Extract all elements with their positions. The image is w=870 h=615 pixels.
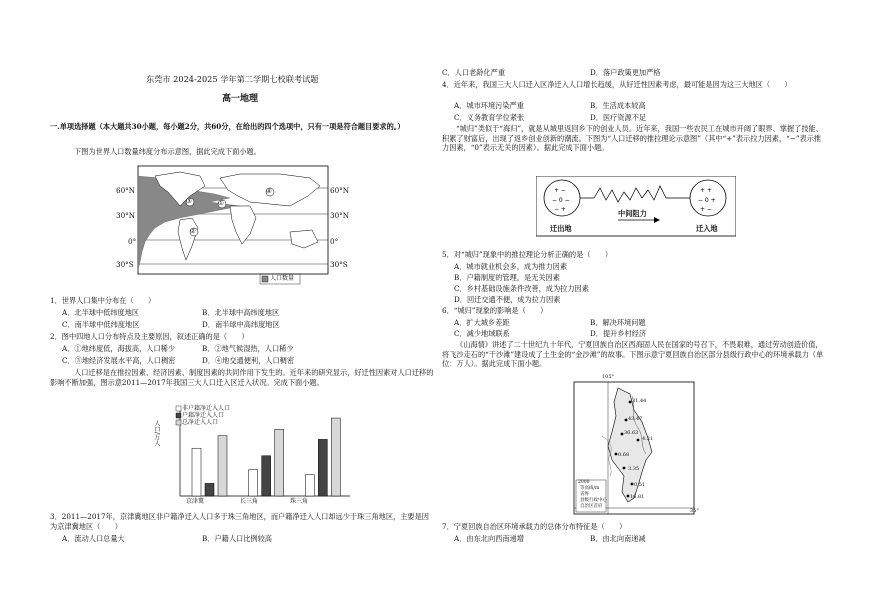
q5-stem: 5．对“城归”现象中的推拉理论分析正确的是（ ）	[442, 250, 613, 259]
map2-value-2: 43.47	[628, 416, 643, 422]
bar-1-series-1	[192, 448, 201, 496]
bar-1-series-3	[218, 436, 227, 496]
map2-elev-label: 2000	[578, 480, 590, 485]
q3-option-d[interactable]: D．落户政策更加严格	[590, 68, 661, 77]
q3-option-b[interactable]: B．户籍人口比例较高	[202, 534, 272, 543]
q1-stem: 1．世界人口集中分布在（ ）	[50, 296, 156, 305]
subject-title: 高一地理	[222, 94, 259, 104]
bar-2-series-2	[262, 456, 271, 496]
q1-option-d[interactable]: D．南半球中高纬度地区	[202, 320, 280, 329]
q2-option-c[interactable]: C．③地经济发展水平高，人口稠密	[62, 356, 176, 365]
chart1-cat-3: 珠三角	[290, 498, 309, 505]
chart1-legend-3: 总净迁入人口	[182, 419, 219, 426]
passage-chenggui: “城归”类似于“海归”，就是从城里返回乡下的创业人员。近年来，我国一些农民工在城市开阔了眼界、掌握了技能、积累了财富后，出现了返乡创业创新的潮流。下图为“人口迁移的推拉理论示意图”（其中“+”表示拉力因素，“−”表示推力因素，“0”表示无关的因素）。据此完成下面小题。	[442, 124, 823, 152]
svg-text:+ −: + −	[554, 187, 566, 194]
q5-option-a[interactable]: A．城市就业机会多，成为推力因素	[454, 262, 568, 271]
chart1-cat-1: 京津冀	[186, 498, 205, 505]
map1-marker-2: ②	[190, 227, 196, 235]
legend-swatch-3	[176, 420, 181, 425]
map2-value-7: 0.51	[634, 482, 646, 488]
chart1-legend-2: 户籍净迁入人口	[182, 412, 225, 419]
map2-value-3: 36.63	[624, 430, 639, 436]
svg-text:+ −: + −	[700, 206, 712, 213]
bar-3-series-3	[331, 418, 340, 496]
exam-title: 东莞市 2024-2025 学年第二学期七校联考试题	[146, 74, 319, 84]
map2-legend-border: 省界	[580, 492, 589, 497]
q4-option-b[interactable]: B．生活成本较高	[590, 101, 646, 110]
q3-option-a[interactable]: A．流动人口总量大	[62, 534, 125, 543]
map1-lat-right-30s: 30°S	[330, 260, 348, 269]
map1-lat-left-0: 0°	[128, 237, 137, 246]
q1-option-b[interactable]: B．北半球中高纬度地区	[202, 308, 280, 317]
passage-shanhaiqing: 《山海情》讲述了二十世纪九十年代，宁夏回族自治区西海固人民在国家的号召下，不畏艰难，通过劳动创造价值，将飞沙走石的“干沙滩”建设成了土生金的“金沙滩”的故事。下图示意宁夏回族自治区部分县级行政中心的环境承载力（单位：万人）。据此完成下面小题。	[442, 340, 824, 368]
q6-option-d[interactable]: D．提升乡村经济	[590, 329, 647, 338]
chart1-cat-2: 长三角	[240, 498, 259, 505]
svg-text:− +: − +	[554, 206, 566, 213]
q6-option-c[interactable]: C．减少地域联系	[454, 329, 510, 338]
q2-option-a[interactable]: A．①地纬度低，海拔高，人口稀少	[62, 344, 176, 353]
svg-text:− 0 −: − 0 −	[552, 197, 570, 204]
map2-value-1: 31.44	[632, 398, 647, 404]
map2-value-5: 0.68	[618, 452, 630, 458]
map1-marker-3: ③	[186, 197, 192, 205]
q6-option-b[interactable]: B．解决环境问题	[590, 318, 646, 327]
map1-lat-left-60n: 60°N	[116, 186, 136, 195]
map1-marker-1: ①	[218, 199, 224, 207]
q2-stem: 2．图中四地人口分布特点及主要原因，叙述正确的是（ ）	[50, 332, 249, 341]
map1-lat-right-30n: 30°N	[330, 211, 350, 220]
map1-lat-left-30n: 30°N	[116, 211, 136, 220]
bar-2-series-1	[249, 470, 258, 496]
q7-option-b[interactable]: B．由北向南递减	[590, 534, 646, 543]
q2-option-b[interactable]: B．②地气候湿热，人口稀少	[202, 344, 294, 353]
map2-legend-county: 县级行政中心	[580, 498, 607, 503]
legend-swatch-2	[176, 413, 181, 418]
map1-lat-right-0: 0°	[330, 237, 339, 246]
q4-stem: 4．近年来，我国三大人口迁入区净迁入人口增长趋缓，从好迁性因素考虑，最可能是因为这三大地区（ ）	[442, 80, 792, 89]
bar-1-series-2	[205, 483, 214, 496]
q3-option-c[interactable]: C．人口老龄化严重	[442, 68, 506, 77]
q5-option-b[interactable]: B．户籍制度的管理，是无关因素	[454, 273, 560, 282]
map2-lon-label: 105°	[602, 374, 615, 380]
world-population-map	[120, 162, 380, 290]
legend-swatch-1	[176, 406, 181, 411]
q3-stem: 3．2011—2017年，京津冀地区非户籍净迁入人口多于珠三角地区，而户籍净迁入人口却远少于珠三角地区，主要是因为京津冀地区（ ）	[50, 512, 429, 531]
map1-intro: 下图为世界人口数量纬度分布示意图，据此完成下面小题。	[74, 147, 261, 156]
bar-2-series-3	[275, 429, 284, 496]
q1-option-a[interactable]: A．北半球中低纬度地区	[62, 308, 140, 317]
q4-option-a[interactable]: A．城市环境污染严重	[454, 101, 524, 110]
diagram-mid-label: 中间阻力	[618, 209, 647, 218]
svg-text:+ +: + +	[700, 187, 712, 194]
q6-option-a[interactable]: A．扩大城乡差距	[454, 318, 510, 327]
q7-stem: 7．宁夏回族自治区环境承载力的总体分布特征是（ ）	[442, 522, 627, 531]
q7-option-a[interactable]: A．由东北向西南递增	[454, 534, 524, 543]
map2-lat-label: 35°	[690, 508, 699, 514]
map1-lat-left-30s: 30°S	[116, 260, 134, 269]
diagram-left-label: 迁出地	[550, 224, 572, 233]
map2-value-4: 4.21	[642, 436, 654, 442]
map1-legend-label: 人口数量	[270, 275, 295, 282]
passage-migration: 人口迁移是在推拉因素、经济因素、制度因素的共同作用下发生的。近年来的研究显示，好迁性因素对人口迁移的影响不断加强，图示意2011—2017年我国三大人口迁入区迁入状况。完成下面小题。	[50, 368, 434, 387]
q6-stem: 6．“城归”现象的影响是（ ）	[442, 306, 548, 315]
svg-text:− 0 +: − 0 +	[698, 197, 716, 204]
q5-option-d[interactable]: D．回迁交通不便，成为拉力因素	[454, 295, 561, 304]
map2-value-6: 3.35	[628, 466, 640, 472]
map1-lat-right-60n: 60°N	[330, 186, 350, 195]
q5-option-c[interactable]: C．乡村基础设施条件改善，成为拉力因素	[454, 284, 589, 293]
q2-option-d[interactable]: D．④地交通便利，人口稠密	[202, 356, 295, 365]
q4-option-c[interactable]: C．义务教育学位紧张	[454, 113, 525, 122]
diagram-right-label: 迁入地	[696, 224, 718, 233]
map1-marker-4: ④	[266, 187, 272, 195]
map2-value-8: 16.81	[630, 494, 645, 500]
q4-option-d[interactable]: D．医疗资源不足	[590, 113, 647, 122]
q1-option-c[interactable]: C．南半球中低纬度地区	[62, 320, 140, 329]
chart1-legend-1: 非户籍净迁入人口	[182, 405, 231, 412]
bar-3-series-2	[318, 439, 327, 496]
map2-legend-contour: 等高线/m	[580, 486, 600, 491]
bar-3-series-1	[305, 475, 314, 496]
section-heading: 一.单项选择题（本大题共30小题，每小题2分，共60分，在给出的四个选项中，只有一项是符合题目要求的。）	[50, 122, 405, 131]
chart1-ylabel: 人口/万人	[152, 420, 160, 447]
map2-legend-capital: 自治区首府	[580, 504, 603, 509]
